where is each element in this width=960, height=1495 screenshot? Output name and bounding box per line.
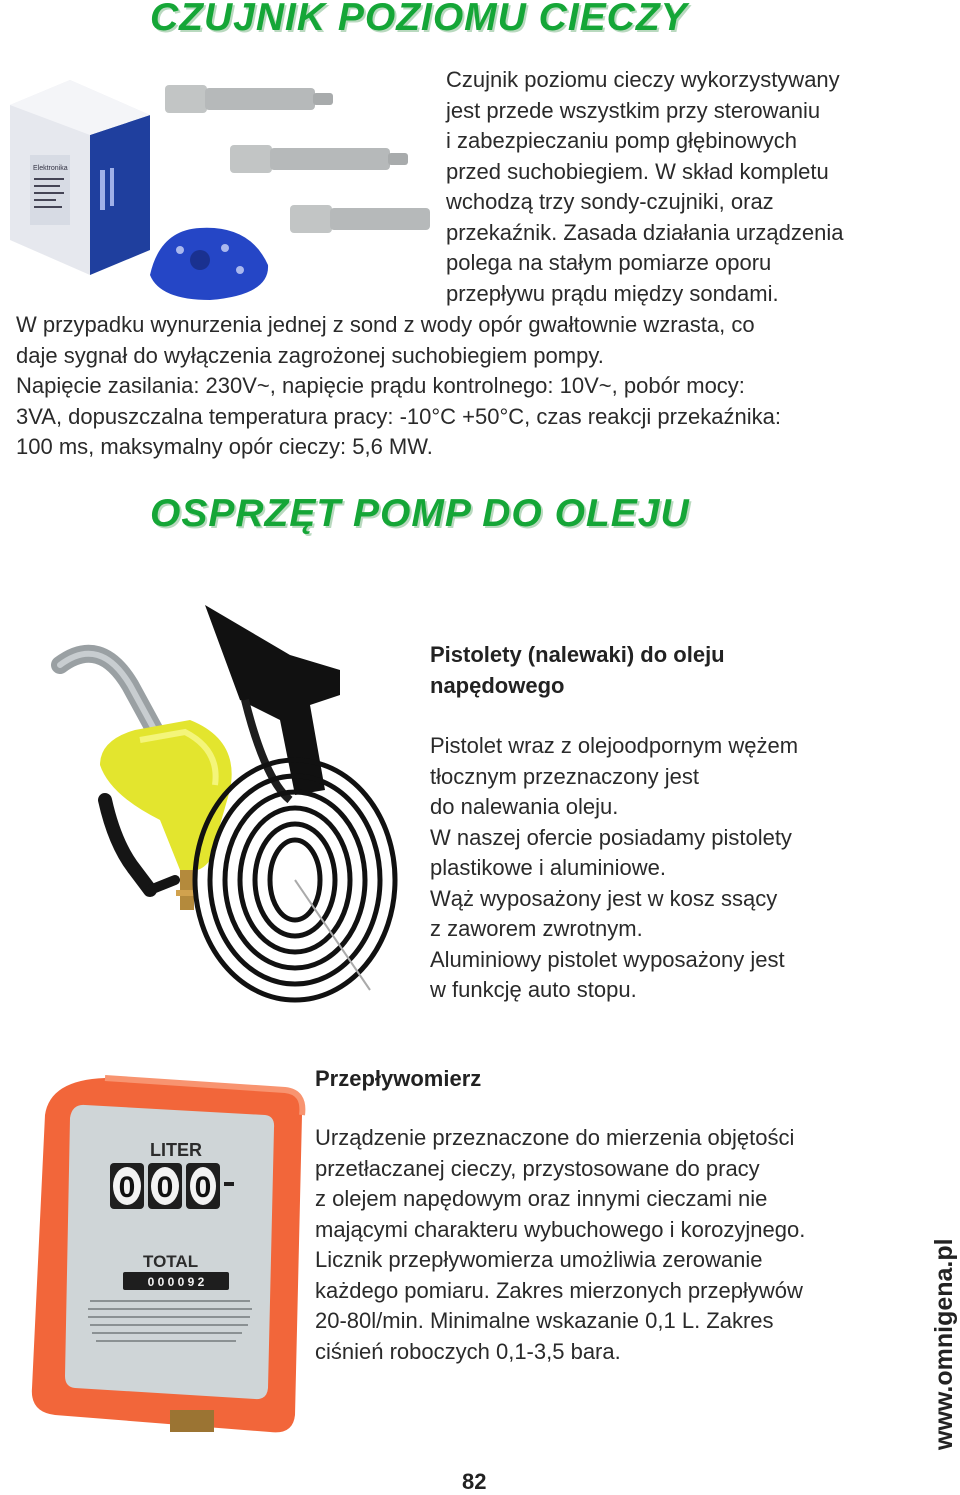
meter-line: 20-80l/min. Minimalne wskazanie 0,1 L. Zakres (315, 1308, 774, 1333)
sensor-line: 3VA, dopuszczalna temperatura pracy: -10°C +50°C, czas reakcji przekaźnika: (16, 403, 781, 429)
level-sensor-photo (0, 60, 440, 300)
relay-label: Elektronika (33, 165, 68, 172)
fuel-nozzle-photo (40, 590, 410, 1010)
meter-line: każdego pomiaru. Zakres mierzonych przepływów (315, 1277, 803, 1303)
meter-line: ciśnień roboczych 0,1-3,5 bara. (315, 1338, 621, 1364)
pistol-description (430, 731, 798, 1006)
pistol-heading-line: napędowego (430, 673, 565, 698)
pistol-line: Pistolet wraz z olejoodpornym wężem (430, 733, 799, 758)
meter-heading: Przepływomierz (315, 1066, 482, 1091)
sensor-line: i zabezpieczaniu pomp głębinowych (446, 128, 797, 153)
pistol-heading-line: Pistolety (nalewaki) do oleju (430, 642, 725, 667)
pistol-line: tłocznym przeznaczony jest (430, 763, 699, 789)
pistol-line: Wąż wyposażony jest w kosz ssący (430, 885, 778, 911)
meter-digit: 0 (194, 1171, 212, 1204)
sensor-line: przekaźnik. Zasada działania urządzenia (446, 219, 844, 245)
section-title-oil: OSPRZĘT POMP DO OLEJU (150, 492, 690, 535)
sensor-line: W przypadku wynurzenia jednej z sond z wody opór gwałtownie wzrasta, co (16, 312, 755, 337)
sensor-line: Czujnik poziomu cieczy wykorzystywany (446, 67, 840, 92)
sensor-line: daje sygnał do wyłączenia zagrożonej suchobiegiem pompy. (16, 342, 604, 368)
pistol-line: W naszej ofercie posiadamy pistolety (430, 824, 792, 850)
sensor-specs (16, 310, 781, 463)
meter-line: Urządzenie przeznaczone do mierzenia objętości (315, 1125, 795, 1150)
sensor-line: przed suchobiegiem. W skład kompletu (446, 158, 829, 184)
pistol-heading (430, 639, 725, 701)
pistol-line: z zaworem zwrotnym. (430, 916, 643, 941)
meter-line: z olejem napędowym oraz innymi cieczami nie (315, 1186, 768, 1211)
meter-description (315, 1123, 805, 1367)
pistol-line: w funkcję auto stopu. (430, 977, 637, 1002)
pistol-line: do nalewania oleju. (430, 794, 619, 819)
meter-liter-label: LITER (150, 1140, 202, 1160)
meter-total-label: TOTAL (143, 1252, 199, 1271)
sensor-description (446, 65, 843, 309)
sensor-line: jest przede wszystkim przy sterowaniu (446, 97, 821, 123)
meter-total-digits: 0 0 0 0 9 2 (147, 1275, 205, 1289)
meter-line: mającymi charakteru wybuchowego i korozyjnego. (315, 1216, 806, 1242)
website-url[interactable]: www.omnigena.pl (930, 1238, 958, 1450)
sensor-line: 100 ms, maksymalny opór cieczy: 5,6 MW. (16, 434, 433, 459)
section-title-sensor: CZUJNIK POZIOMU CIECZY (150, 0, 688, 39)
sensor-line: wchodzą trzy sondy-czujniki, oraz (446, 189, 774, 214)
meter-digit: 0 (118, 1171, 136, 1204)
sensor-line: polega na stałym pomiarze oporu (446, 250, 772, 275)
pistol-line: plastikowe i aluminiowe. (430, 855, 666, 880)
meter-digit: 0 (156, 1171, 174, 1204)
meter-line: Licznik przepływomierza umożliwia zerowanie (315, 1247, 763, 1272)
sensor-line: przepływu prądu między sondami. (446, 280, 779, 306)
sensor-line: Napięcie zasilania: 230V~, napięcie prądu kontrolnego: 10V~, pobór mocy: (16, 373, 745, 398)
flow-meter-photo (10, 1070, 310, 1440)
pistol-line: Aluminiowy pistolet wyposażony jest (430, 946, 785, 972)
meter-line: przetłaczanej cieczy, przystosowane do pracy (315, 1155, 760, 1181)
page-number: 82 (462, 1469, 487, 1494)
